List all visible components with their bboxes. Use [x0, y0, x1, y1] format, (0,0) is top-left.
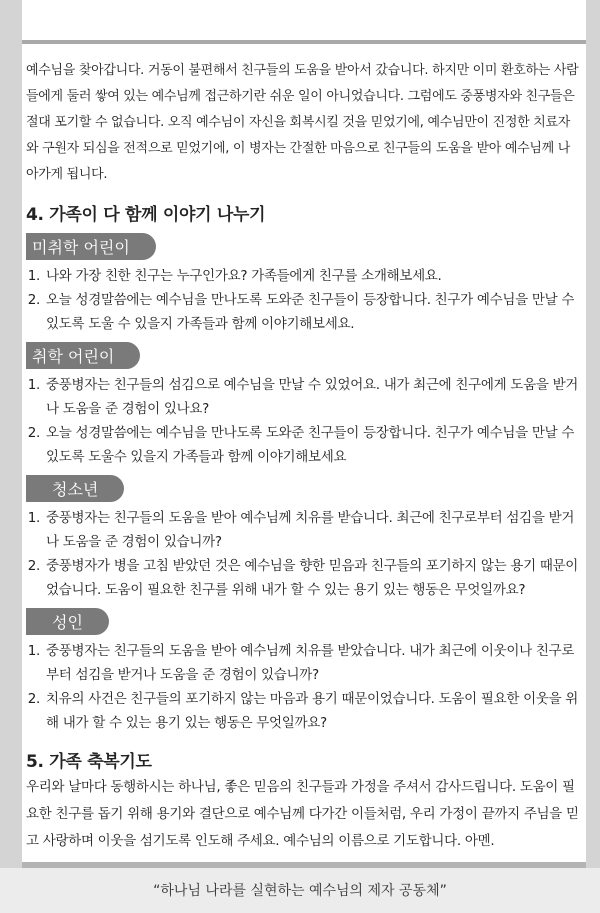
- section-5-heading: 5. 가족 축복기도: [26, 752, 152, 772]
- group-youth: [26, 473, 582, 602]
- question-item: 2. 중풍병자가 병을 고침 받았던 것은 예수님을 향한 믿음과 친구들의 포기하지 않는 용기 때문이었습니다. 도움이 필요한 친구를 위해 내가 할 수 있는 용기 있는 행동은 무엇일까요?: [44, 554, 582, 602]
- footer-motto: “하나님 나라를 실현하는 예수님의 제자 공동체”: [153, 883, 447, 899]
- group-label-preschool: 미취학 어린이: [26, 233, 156, 260]
- document-body: [26, 58, 582, 855]
- section-4-heading: 4. 가족이 다 함께 이야기 나누기: [26, 205, 266, 225]
- question-item: 1. 중풍병자는 친구들의 섬김으로 예수님을 만날 수 있었어요. 내가 최근에 친구에게 도움을 받거나 도움을 준 경험이 있나요?: [44, 373, 582, 421]
- question-list: [26, 506, 582, 602]
- group-adult: [26, 606, 582, 735]
- blessing-prayer: 우리와 날마다 동행하시는 하나님, 좋은 믿음의 친구들과 가정을 주셔서 감사드립니다. 도움이 필요한 친구를 돕기 위해 용기와 결단으로 예수님께 다가간 이들처럼, 우리 가정이 끝까지 주님을 믿고 사랑하며 이웃을 섬기도록 인도해 주세요. 예수님의 이름으로 기도합니다. 아멘.: [26, 779, 579, 849]
- group-label-school-age: 취학 어린이: [26, 342, 140, 369]
- question-item: 1. 중풍병자는 친구들의 도움을 받아 예수님께 치유를 받습니다. 최근에 친구로부터 섬김을 받거나 도움을 준 경험이 있습니까?: [44, 506, 582, 554]
- group-school-age: [26, 340, 582, 469]
- top-divider: [22, 40, 586, 44]
- question-item: 2. 치유의 사건은 친구들의 포기하지 않는 마음과 용기 때문이었습니다. 도움이 필요한 이웃을 위해 내가 할 수 있는 용기 있는 행동은 무엇일까요?: [44, 687, 582, 735]
- intro-paragraph: 예수님을 찾아갑니다. 거동이 불편해서 친구들의 도움을 받아서 갔습니다. 하지만 이미 환호하는 사람들에게 둘러 쌓여 있는 예수님께 접근하기란 쉬운 일이 아니었습니다. 그럼에도 중풍병자와 친구들은 절대 포기할 수 없습니다. 오직 예수님이 자신을 회복시킬 것을 믿었기에, 예수님만이 진정한 치료자와 구원자 되심을 전적으로 믿었기에, 이 병자는 간절한 마음으로 친구들의 도움을 받아 예수님께 나아가게 됩니다.: [26, 63, 579, 182]
- question-item: 1. 나와 가장 친한 친구는 누구인가요? 가족들에게 친구를 소개해보세요.: [44, 264, 582, 288]
- group-preschool: [26, 231, 582, 336]
- question-item: 2. 오늘 성경말씀에는 예수님을 만나도록 도와준 친구들이 등장합니다. 친구가 예수님을 만날 수 있도록 도울 수 있을지 가족들과 함께 이야기해보세요.: [44, 288, 582, 336]
- group-label-adult: 성인: [26, 608, 109, 635]
- group-label-youth: 청소년: [26, 475, 124, 502]
- question-item: 1. 중풍병자는 친구들의 도움을 받아 예수님께 치유를 받았습니다. 내가 최근에 이웃이나 친구로부터 섬김을 받거나 도움을 준 경험이 있습니까?: [44, 639, 582, 687]
- right-margin-bar: [586, 0, 600, 870]
- question-item: 2. 오늘 성경말씀에는 예수님을 만나도록 도와준 친구들이 등장합니다. 친구가 예수님을 만날 수 있도록 도울수 있을지 가족들과 함께 이야기해보세요: [44, 421, 582, 469]
- question-list: [26, 264, 582, 336]
- question-list: [26, 373, 582, 469]
- question-list: [26, 639, 582, 735]
- left-margin-bar: [0, 0, 22, 870]
